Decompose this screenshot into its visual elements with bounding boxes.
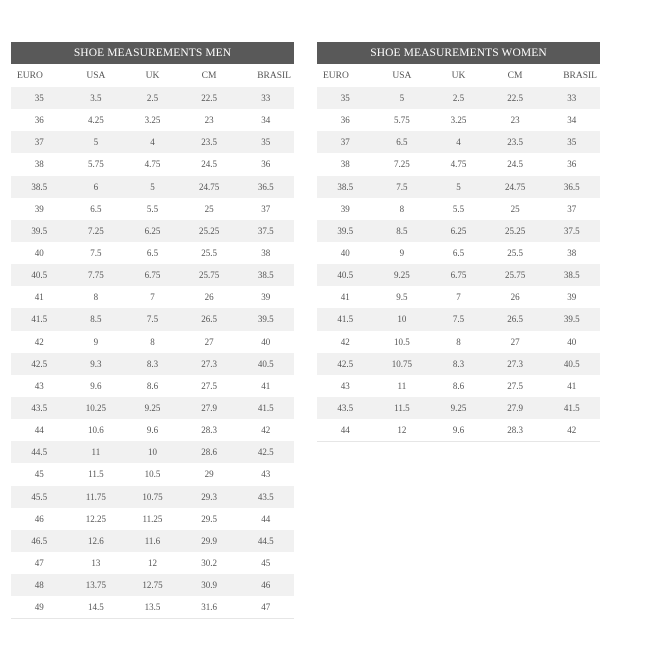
women-cell-brasil: 40.5 [543, 353, 600, 375]
men-cell-uk: 6.5 [124, 242, 181, 264]
men-cell-brasil: 44.5 [237, 530, 294, 552]
men-cell-cm: 25.25 [181, 220, 238, 242]
men-cell-usa: 14.5 [68, 596, 125, 619]
men-cell-uk: 9.25 [124, 397, 181, 419]
men-cell-brasil: 41.5 [237, 397, 294, 419]
men-cell-uk: 3.25 [124, 109, 181, 131]
men-cell-cm: 30.2 [181, 552, 238, 574]
men-cell-uk: 11.25 [124, 508, 181, 530]
men-cell-usa: 7.75 [68, 264, 125, 286]
men-cell-usa: 9.6 [68, 375, 125, 397]
men-header-usa: USA [86, 70, 106, 81]
women-header-cm: CM [507, 70, 523, 81]
women-cell-euro: 35 [317, 87, 374, 109]
women-cell-brasil: 40 [543, 331, 600, 353]
women-cell-brasil: 36 [543, 153, 600, 175]
men-cell-uk: 4.75 [124, 153, 181, 175]
women-cell-usa: 6.5 [374, 131, 431, 153]
women-cell-cm: 25.25 [487, 220, 544, 242]
men-cell-euro: 49 [11, 596, 68, 619]
women-cell-euro: 36 [317, 109, 374, 131]
women-cell-uk: 3.25 [430, 109, 487, 131]
women-table-row [317, 109, 600, 131]
men-table-row [11, 508, 294, 530]
men-table-row [11, 286, 294, 308]
women-cell-uk: 6.75 [430, 264, 487, 286]
men-cell-uk: 7.5 [124, 308, 181, 330]
women-size-table [317, 42, 600, 442]
men-table-row [11, 375, 294, 397]
men-cell-uk: 8.3 [124, 353, 181, 375]
men-cell-euro: 43 [11, 375, 68, 397]
men-cell-brasil: 44 [237, 508, 294, 530]
women-table-row [317, 375, 600, 397]
men-cell-uk: 5 [124, 176, 181, 198]
women-cell-uk: 8.3 [430, 353, 487, 375]
women-cell-usa: 8.5 [374, 220, 431, 242]
women-cell-euro: 43.5 [317, 397, 374, 419]
men-cell-euro: 41 [11, 286, 68, 308]
women-cell-euro: 44 [317, 419, 374, 442]
women-cell-brasil: 42 [543, 419, 600, 442]
women-cell-cm: 28.3 [487, 419, 544, 442]
men-cell-cm: 29 [181, 463, 238, 485]
men-table-row [11, 397, 294, 419]
men-cell-usa: 10.25 [68, 397, 125, 419]
men-cell-cm: 29.5 [181, 508, 238, 530]
women-cell-euro: 40.5 [317, 264, 374, 286]
men-header-uk: UK [145, 70, 160, 81]
men-cell-usa: 12.6 [68, 530, 125, 552]
men-cell-cm: 25 [181, 198, 238, 220]
men-table-body [11, 87, 294, 619]
women-cell-uk: 4 [430, 131, 487, 153]
men-cell-cm: 28.6 [181, 441, 238, 463]
men-header-cm: CM [201, 70, 217, 81]
women-table-row [317, 397, 600, 419]
women-cell-cm: 27.9 [487, 397, 544, 419]
men-table-row [11, 308, 294, 330]
men-cell-usa: 13.75 [68, 574, 125, 596]
men-cell-uk: 8 [124, 331, 181, 353]
women-table-row [317, 308, 600, 330]
women-cell-uk: 8.6 [430, 375, 487, 397]
women-table-row [317, 286, 600, 308]
women-cell-cm: 27 [487, 331, 544, 353]
men-cell-uk: 8.6 [124, 375, 181, 397]
women-cell-usa: 5 [374, 87, 431, 109]
women-cell-cm: 26 [487, 286, 544, 308]
women-header-usa: USA [392, 70, 412, 81]
women-cell-uk: 5.5 [430, 198, 487, 220]
men-cell-brasil: 33 [237, 87, 294, 109]
women-cell-usa: 12 [374, 419, 431, 442]
men-cell-uk: 4 [124, 131, 181, 153]
women-table-body [317, 87, 600, 442]
men-cell-usa: 3.5 [68, 87, 125, 109]
men-cell-brasil: 43 [237, 463, 294, 485]
women-cell-cm: 24.5 [487, 153, 544, 175]
women-table-row [317, 176, 600, 198]
men-table-row [11, 87, 294, 109]
men-cell-cm: 26 [181, 286, 238, 308]
men-cell-usa: 8.5 [68, 308, 125, 330]
women-cell-uk: 8 [430, 331, 487, 353]
men-header-brasil: BRASIL [257, 70, 291, 81]
men-cell-euro: 44.5 [11, 441, 68, 463]
men-cell-euro: 46 [11, 508, 68, 530]
women-cell-euro: 39.5 [317, 220, 374, 242]
men-cell-brasil: 37.5 [237, 220, 294, 242]
men-cell-euro: 40.5 [11, 264, 68, 286]
women-header-uk: UK [451, 70, 466, 81]
women-cell-euro: 42.5 [317, 353, 374, 375]
men-cell-usa: 11.5 [68, 463, 125, 485]
women-cell-brasil: 36.5 [543, 176, 600, 198]
men-cell-euro: 43.5 [11, 397, 68, 419]
men-cell-uk: 6.25 [124, 220, 181, 242]
men-cell-brasil: 46 [237, 574, 294, 596]
men-cell-usa: 13 [68, 552, 125, 574]
men-cell-usa: 7.25 [68, 220, 125, 242]
women-cell-usa: 8 [374, 198, 431, 220]
men-cell-euro: 45 [11, 463, 68, 485]
men-cell-euro: 46.5 [11, 530, 68, 552]
men-cell-uk: 11.6 [124, 530, 181, 552]
men-table-row [11, 463, 294, 485]
women-cell-uk: 6.5 [430, 242, 487, 264]
men-table-row [11, 242, 294, 264]
men-cell-uk: 9.6 [124, 419, 181, 441]
men-header-euro: EURO [17, 70, 43, 81]
women-table-row [317, 353, 600, 375]
men-cell-brasil: 39.5 [237, 308, 294, 330]
women-header-row [317, 64, 600, 87]
men-cell-cm: 27 [181, 331, 238, 353]
men-cell-uk: 7 [124, 286, 181, 308]
women-cell-usa: 11 [374, 375, 431, 397]
men-cell-brasil: 40.5 [237, 353, 294, 375]
women-cell-brasil: 38.5 [543, 264, 600, 286]
women-cell-brasil: 38 [543, 242, 600, 264]
women-table-row [317, 153, 600, 175]
men-cell-cm: 29.3 [181, 486, 238, 508]
men-cell-euro: 47 [11, 552, 68, 574]
men-cell-uk: 10.5 [124, 463, 181, 485]
men-cell-brasil: 35 [237, 131, 294, 153]
men-cell-brasil: 47 [237, 596, 294, 619]
men-cell-brasil: 36 [237, 153, 294, 175]
men-cell-uk: 13.5 [124, 596, 181, 619]
men-cell-brasil: 36.5 [237, 176, 294, 198]
women-cell-uk: 9.25 [430, 397, 487, 419]
men-cell-brasil: 40 [237, 331, 294, 353]
women-cell-euro: 41 [317, 286, 374, 308]
women-table-row [317, 419, 600, 442]
men-cell-brasil: 38.5 [237, 264, 294, 286]
women-cell-usa: 9.25 [374, 264, 431, 286]
men-cell-euro: 41.5 [11, 308, 68, 330]
women-cell-brasil: 35 [543, 131, 600, 153]
women-cell-usa: 9 [374, 242, 431, 264]
women-cell-usa: 10.75 [374, 353, 431, 375]
women-cell-cm: 25.75 [487, 264, 544, 286]
men-cell-uk: 5.5 [124, 198, 181, 220]
men-cell-usa: 9 [68, 331, 125, 353]
men-cell-uk: 12.75 [124, 574, 181, 596]
men-table-row [11, 574, 294, 596]
men-cell-brasil: 42.5 [237, 441, 294, 463]
men-table-row [11, 530, 294, 552]
men-cell-usa: 9.3 [68, 353, 125, 375]
women-cell-usa: 10.5 [374, 331, 431, 353]
men-table-row [11, 331, 294, 353]
women-table-row [317, 331, 600, 353]
women-cell-euro: 38 [317, 153, 374, 175]
women-table-row [317, 264, 600, 286]
men-cell-cm: 24.5 [181, 153, 238, 175]
men-cell-brasil: 34 [237, 109, 294, 131]
women-cell-uk: 5 [430, 176, 487, 198]
men-table-row [11, 419, 294, 441]
women-cell-cm: 27.3 [487, 353, 544, 375]
women-cell-euro: 40 [317, 242, 374, 264]
men-cell-usa: 8 [68, 286, 125, 308]
men-cell-brasil: 45 [237, 552, 294, 574]
women-cell-cm: 25 [487, 198, 544, 220]
men-table-row [11, 220, 294, 242]
men-cell-euro: 42 [11, 331, 68, 353]
men-cell-euro: 40 [11, 242, 68, 264]
women-cell-usa: 5.75 [374, 109, 431, 131]
men-cell-usa: 12.25 [68, 508, 125, 530]
women-cell-usa: 9.5 [374, 286, 431, 308]
women-cell-uk: 4.75 [430, 153, 487, 175]
women-table-row [317, 198, 600, 220]
women-table-row [317, 242, 600, 264]
men-cell-euro: 36 [11, 109, 68, 131]
women-header-euro: EURO [323, 70, 349, 81]
women-cell-brasil: 34 [543, 109, 600, 131]
women-cell-usa: 11.5 [374, 397, 431, 419]
women-cell-brasil: 37.5 [543, 220, 600, 242]
men-cell-usa: 6 [68, 176, 125, 198]
women-cell-euro: 37 [317, 131, 374, 153]
women-cell-euro: 43 [317, 375, 374, 397]
women-cell-usa: 10 [374, 308, 431, 330]
men-cell-cm: 25.75 [181, 264, 238, 286]
women-cell-cm: 23.5 [487, 131, 544, 153]
women-cell-uk: 9.6 [430, 419, 487, 442]
women-cell-uk: 7.5 [430, 308, 487, 330]
men-cell-uk: 6.75 [124, 264, 181, 286]
men-cell-cm: 27.9 [181, 397, 238, 419]
men-cell-usa: 10.6 [68, 419, 125, 441]
women-cell-usa: 7.5 [374, 176, 431, 198]
women-table-row [317, 220, 600, 242]
men-cell-cm: 24.75 [181, 176, 238, 198]
men-cell-cm: 26.5 [181, 308, 238, 330]
women-cell-euro: 38.5 [317, 176, 374, 198]
women-table-row [317, 131, 600, 153]
men-cell-cm: 28.3 [181, 419, 238, 441]
women-cell-cm: 22.5 [487, 87, 544, 109]
women-cell-cm: 25.5 [487, 242, 544, 264]
men-cell-usa: 11 [68, 441, 125, 463]
men-table-row [11, 441, 294, 463]
men-cell-usa: 7.5 [68, 242, 125, 264]
women-cell-cm: 26.5 [487, 308, 544, 330]
women-cell-cm: 23 [487, 109, 544, 131]
men-cell-euro: 45.5 [11, 486, 68, 508]
men-cell-brasil: 37 [237, 198, 294, 220]
men-table-row [11, 109, 294, 131]
men-cell-euro: 44 [11, 419, 68, 441]
men-cell-uk: 10.75 [124, 486, 181, 508]
men-table-row [11, 486, 294, 508]
men-table-row [11, 552, 294, 574]
women-cell-brasil: 41.5 [543, 397, 600, 419]
women-cell-brasil: 33 [543, 87, 600, 109]
men-cell-usa: 5.75 [68, 153, 125, 175]
women-table-row [317, 87, 600, 109]
men-cell-euro: 42.5 [11, 353, 68, 375]
women-cell-brasil: 39 [543, 286, 600, 308]
men-cell-uk: 12 [124, 552, 181, 574]
men-cell-usa: 5 [68, 131, 125, 153]
men-cell-cm: 29.9 [181, 530, 238, 552]
women-cell-usa: 7.25 [374, 153, 431, 175]
men-cell-cm: 30.9 [181, 574, 238, 596]
men-cell-brasil: 42 [237, 419, 294, 441]
men-table-row [11, 264, 294, 286]
men-cell-cm: 25.5 [181, 242, 238, 264]
women-cell-cm: 27.5 [487, 375, 544, 397]
men-cell-cm: 23.5 [181, 131, 238, 153]
men-table-row [11, 353, 294, 375]
men-cell-brasil: 38 [237, 242, 294, 264]
men-cell-cm: 22.5 [181, 87, 238, 109]
men-table-title: SHOE MEASUREMENTS MEN [11, 42, 294, 64]
men-table-row [11, 596, 294, 619]
men-cell-cm: 27.3 [181, 353, 238, 375]
men-cell-usa: 11.75 [68, 486, 125, 508]
men-header-row [11, 64, 294, 87]
men-cell-cm: 27.5 [181, 375, 238, 397]
women-cell-uk: 2.5 [430, 87, 487, 109]
women-cell-cm: 24.75 [487, 176, 544, 198]
women-cell-euro: 42 [317, 331, 374, 353]
men-cell-cm: 31.6 [181, 596, 238, 619]
men-cell-uk: 10 [124, 441, 181, 463]
men-cell-usa: 6.5 [68, 198, 125, 220]
men-table-row [11, 198, 294, 220]
men-table-row [11, 176, 294, 198]
women-cell-euro: 39 [317, 198, 374, 220]
men-cell-euro: 38.5 [11, 176, 68, 198]
women-cell-uk: 7 [430, 286, 487, 308]
men-size-table [11, 42, 294, 619]
men-cell-euro: 35 [11, 87, 68, 109]
men-cell-uk: 2.5 [124, 87, 181, 109]
women-cell-brasil: 41 [543, 375, 600, 397]
men-cell-brasil: 41 [237, 375, 294, 397]
men-cell-euro: 39 [11, 198, 68, 220]
men-cell-euro: 48 [11, 574, 68, 596]
men-table-row [11, 131, 294, 153]
men-table-row [11, 153, 294, 175]
men-cell-usa: 4.25 [68, 109, 125, 131]
women-table-title: SHOE MEASUREMENTS WOMEN [317, 42, 600, 64]
women-cell-brasil: 37 [543, 198, 600, 220]
men-cell-brasil: 39 [237, 286, 294, 308]
men-cell-brasil: 43.5 [237, 486, 294, 508]
women-cell-uk: 6.25 [430, 220, 487, 242]
men-cell-euro: 39.5 [11, 220, 68, 242]
women-cell-brasil: 39.5 [543, 308, 600, 330]
men-cell-cm: 23 [181, 109, 238, 131]
men-cell-euro: 38 [11, 153, 68, 175]
men-cell-euro: 37 [11, 131, 68, 153]
women-cell-euro: 41.5 [317, 308, 374, 330]
women-header-brasil: BRASIL [563, 70, 597, 81]
